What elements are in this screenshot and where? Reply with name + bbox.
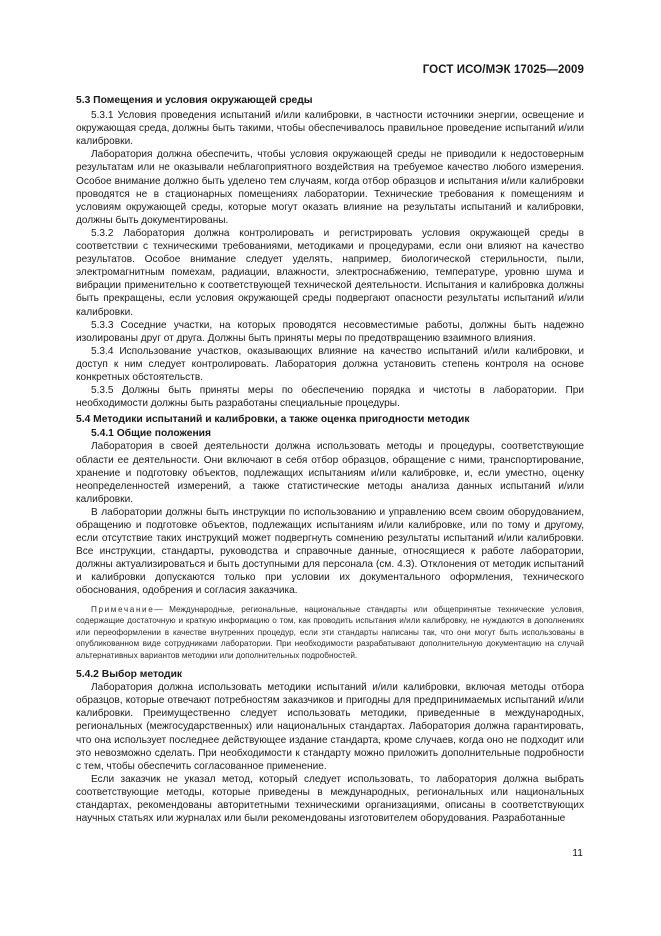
paragraph-5-4-1-b: В лаборатории должны быть инструкции по использованию и управлению всем своим оборудованием, обращению и подготовке объектов, подлежащих испытаниям и/или калибровке, или по тому и другому, если отсутствие таких инструкций может подвергнуть сомнению результаты испытаний и/или калибровки. Все инструкции, стандарты, руководства и справочные данные, относящиеся к работе лаборатории, должны актуализироваться и быть доступными для персонала (см. 4.3). Отклонения от методик испытаний и калибровки допускаются только при условии их документального оформления, технического обоснования, одобрения и согласия заказчика. (76, 506, 584, 597)
note-block (76, 604, 584, 662)
section-5-3-heading: 5.3 Помещения и условия окружающей среды (76, 95, 313, 106)
note-text: — Международные, региональные, национальные стандарты или общепринятые технические условия, содержащие достаточную и краткую информацию о том, как проводить испытания и/или калибровку, не нуждаются в дополнениях или переоформлении в качестве внутренних процедур, если эти стандарты написаны так, что они могут быть использованы в опубликованном виде сотрудниками лаборатории. При необходимости разрабатывают дополнительную документацию на случай альтернативных вариантов методики или дополнительных подробностей. (76, 604, 584, 660)
paragraph-5-4-1-a: Лаборатория в своей деятельности должна использовать методы и процедуры, соответствующие области ее деятельности. Они включают в себя отбор образцов, обращение с ними, транспортирование, хранение и подготовку объектов, подлежащих испытаниям и/или калибровке, и, если уместно, оценку неопределенностей измерений, а также статистические методы анализа данных испытаний и/или калибровки. (76, 441, 584, 505)
section-5-4-heading: 5.4 Методики испытаний и калибровки, а также оценка пригодности методик (76, 414, 470, 426)
page-content (76, 94, 584, 825)
paragraph-5-3-5: 5.3.5 Должны быть приняты меры по обеспечению порядка и чистоты в лаборатории. При необходимости должны быть разработаны специальные процедуры. (76, 385, 584, 410)
subsection-5-4-2-heading: 5.4.2 Выбор методик (76, 669, 183, 681)
subsection-5-4-1-heading: 5.4.1 Общие положения (91, 428, 211, 440)
paragraph-5-3-1-cont: Лаборатория должна обеспечить, чтобы условия окружающей среды не приводили к недостоверным результатам или не оказывали неблагоприятного воздействия на требуемое качество любого измерения. Особое внимание должно быть уделено тем случаям, когда отбор образцов и испытания и/или калибровки проводятся не в стационарных помещениях лаборатории. Технические требования к помещениям и условиям окружающей среды, которые могут оказать влияние на результаты испытаний и калибровки, должны быть документированы. (76, 149, 584, 226)
paragraph-5-3-4: 5.3.4 Использование участков, оказывающих влияние на качество испытаний и/или калибровки, и доступ к ним следует контролировать. Лаборатория должна установить степень контроля на основе конкретных обстоятельств. (76, 345, 584, 383)
standard-header: ГОСТ ИСО/МЭК 17025—2009 (422, 64, 584, 76)
paragraph-5-4-2-b: Если заказчик не указал метод, который следует использовать, то лаборатория должна выбрать соответствующие методы, которые приведены в международных, региональных или национальных стандартах, рекомендованы авторитетными техническими организациями, описаны в соответствующих научных статьях или журналах или были рекомендованы изготовителем оборудования. Разработанные (76, 773, 584, 825)
paragraph-5-4-2-a: Лаборатория должна использовать методики испытаний и/или калибровки, включая методы отбора образцов, которые отвечают потребностям заказчиков и пригодны для предпринимаемых испытаний и/или калибровки. Преимущественно следует использовать методики, приведенные в международных, региональных (межгосударственных) или национальных стандартах. Лаборатория должна гарантировать, что она использует последнее действующее издание стандарта, кроме случаев, когда оно не подходит или это невозможно сделать. При необходимости к стандарту можно приложить дополнительные подробности с тем, чтобы обеспечить согласованное применение. (76, 682, 584, 772)
page-number: 11 (572, 848, 583, 859)
paragraph-5-3-1: 5.3.1 Условия проведения испытаний и/или калибровки, в частности источники энергии, освещение и окружающая среда, должны быть такими, чтобы обеспечивалось правильное проведение испытаний и/или калибровки. (76, 110, 584, 148)
note-label: Примечание (91, 604, 155, 614)
paragraph-5-3-3: 5.3.3 Соседние участки, на которых проводятся несовместимые работы, должны быть надежно изолированы друг от друга. Должны быть приняты меры по предотвращению взаимного влияния. (76, 319, 584, 344)
paragraph-5-3-2: 5.3.2 Лаборатория должна контролировать и регистрировать условия окружающей среды в соответствии с техническими требованиями, методиками и процедурами, если они влияют на качество результатов. Особое внимание следует уделять, например, биологической стерильности, пыли, электромагнитным помехам, радиации, влажности, электроснабжению, температуре, уровню шума и вибрации применительно к соответствующей технической деятельности. Испытания и калибровка должны быть прекращены, если условия окружающей среды подвергают опасности результаты испытаний и/или калибровки. (76, 227, 584, 318)
